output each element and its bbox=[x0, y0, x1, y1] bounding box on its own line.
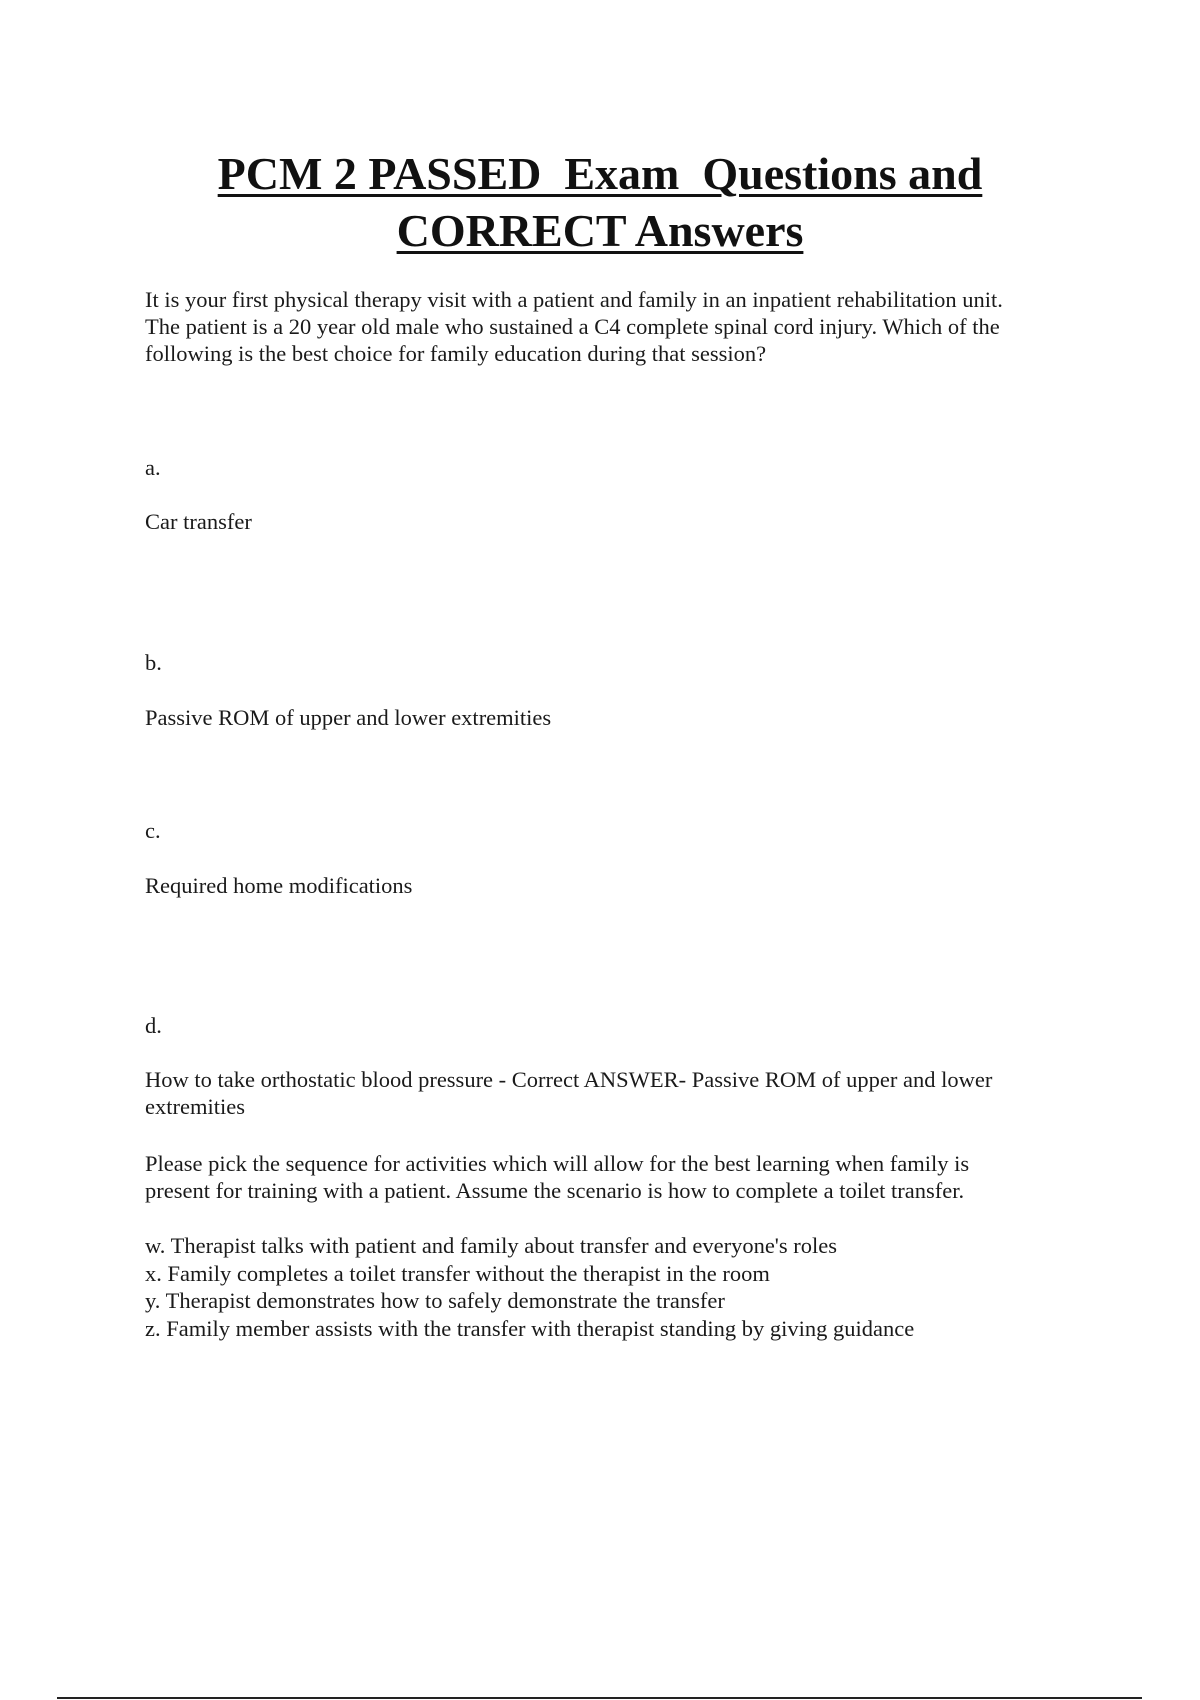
sequence-item-y: y. Therapist demonstrates how to safely demonstrate the transfer bbox=[145, 1288, 725, 1313]
footer-rule bbox=[57, 1697, 1142, 1699]
sequence-list bbox=[145, 1232, 1075, 1342]
option-b-letter: b. bbox=[145, 650, 162, 675]
sequence-item-z: z. Family member assists with the transfer with therapist standing by giving guidance bbox=[145, 1315, 915, 1341]
title-line-1: PCM 2 PASSED Exam Questions and bbox=[217, 148, 983, 199]
option-d-letter: d. bbox=[145, 1013, 162, 1038]
question-1-prompt: It is your first physical therapy visit with a patient and family in an inpatient rehabilitation unit. The patient is a 20 year old male who sustained a C4 complete spinal cord injury. Which of the following is the best choice for family education during that session? bbox=[145, 287, 1003, 366]
option-a-letter: a. bbox=[145, 455, 161, 480]
title-line-2: CORRECT Answers bbox=[396, 205, 804, 256]
option-c-letter: c. bbox=[145, 818, 161, 843]
sequence-item-w: w. Therapist talks with patient and family about transfer and everyone's roles bbox=[145, 1233, 837, 1258]
option-a-text: Car transfer bbox=[145, 509, 252, 534]
option-d-text-with-answer: How to take orthostatic blood pressure - Correct ANSWER- Passive ROM of upper and lower extremities bbox=[145, 1067, 993, 1119]
option-b-text: Passive ROM of upper and lower extremities bbox=[145, 705, 552, 730]
question-2-prompt: Please pick the sequence for activities which will allow for the best learning when family is present for training with a patient. Assume the scenario is how to complete a toilet transfer. bbox=[145, 1151, 970, 1203]
option-c-text: Required home modifications bbox=[145, 873, 413, 898]
page-title bbox=[0, 145, 1200, 259]
sequence-item-x: x. Family completes a toilet transfer without the therapist in the room bbox=[145, 1260, 770, 1286]
